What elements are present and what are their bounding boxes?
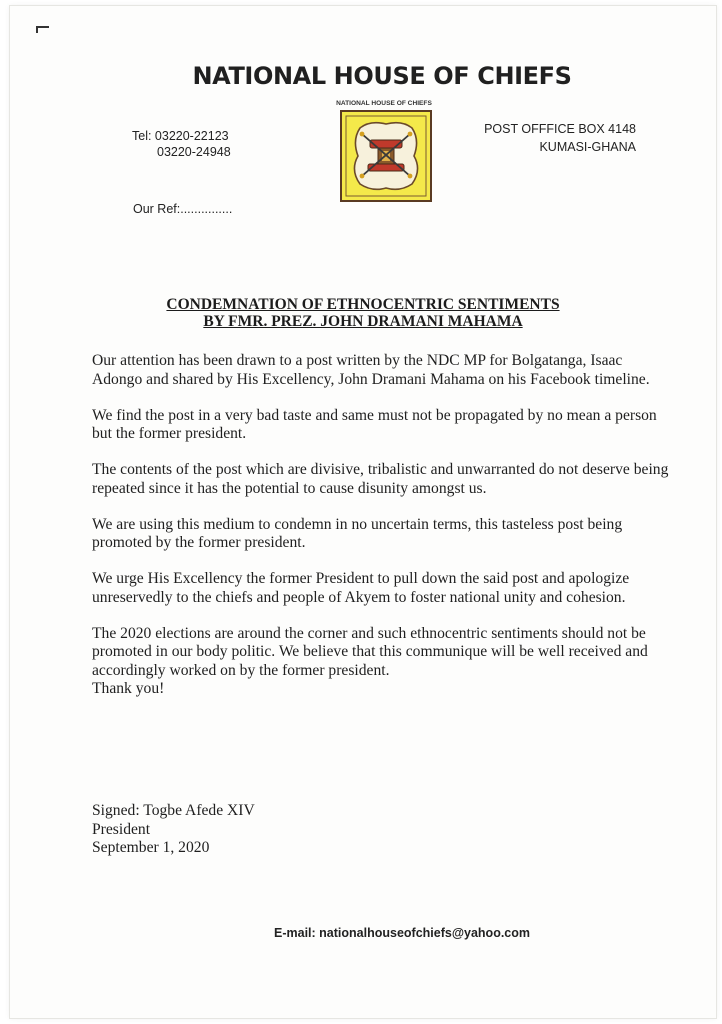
our-reference: Our Ref:............... (133, 202, 233, 216)
phone-numbers (132, 128, 231, 160)
phone-line-1: Tel: 03220-22123 (132, 129, 229, 143)
subject-heading (10, 296, 716, 330)
email-address: nationalhouseofchiefs@yahoo.com (319, 926, 530, 940)
postal-address (484, 120, 636, 156)
letter-body (92, 352, 672, 716)
letterhead-title: NATIONAL HOUSE OF CHIEFS (192, 62, 572, 90)
seal-caption: NATIONAL HOUSE OF CHIEFS (336, 100, 432, 107)
email-label: E-mail: (274, 926, 316, 940)
paragraph-3: The contents of the post which are divisive, tribalistic and unwarranted do not deserve being repeated since it has the potential to cause disunity amongst us. (92, 461, 669, 497)
paragraph-5: We urge His Excellency the former President to pull down the said post and apologize unreservedly to the chiefs and people of Akyem to foster national unity and cohesion. (92, 570, 630, 606)
address-line-2: KUMASI-GHANA (539, 140, 636, 154)
paragraph-1: Our attention has been drawn to a post written by the NDC MP for Bolgatanga, Isaac Adongo and shared by His Excellency, John Dramani Mahama on his Facebook timeline. (92, 352, 650, 388)
signer-title: President (92, 820, 151, 838)
house-of-chiefs-seal-icon (340, 110, 432, 202)
paragraph-6: The 2020 elections are around the corner and such ethnocentric sentiments should not be promoted in our body politic. We believe that this communique will be well received and accordingly worked on by the former president. (92, 624, 648, 679)
subject-line-2: BY FMR. PREZ. JOHN DRAMANI MAHAMA (203, 313, 523, 330)
phone-line-2: 03220-24948 (157, 145, 231, 159)
closing-thanks: Thank you! (92, 680, 165, 697)
letter-date: September 1, 2020 (92, 839, 210, 856)
signature-block (92, 802, 255, 858)
paragraph-4: We are using this medium to condemn in no uncertain terms, this tasteless post being promoted by the former president. (92, 515, 623, 551)
signed-by: Signed: Togbe Afede XIV (92, 802, 255, 819)
subject-line-1: CONDEMNATION OF ETHNOCENTRIC SENTIMENTS (166, 296, 560, 313)
address-line-1: POST OFFFICE BOX 4148 (484, 122, 636, 136)
footer-email (274, 926, 530, 940)
paragraph-2: We find the post in a very bad taste and same must not be propagated by no mean a person but the former president. (92, 406, 657, 442)
scan-corner-mark (36, 26, 49, 28)
letter-page (10, 6, 716, 1018)
